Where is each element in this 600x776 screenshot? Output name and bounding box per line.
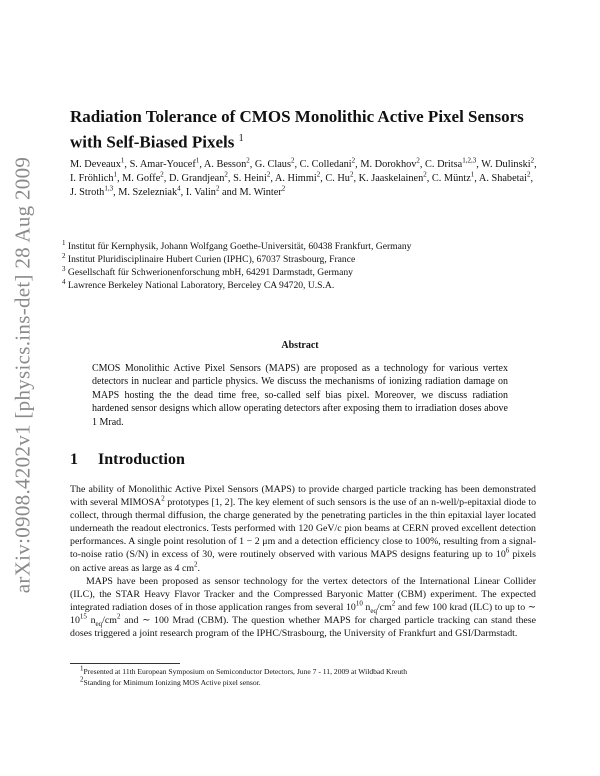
affiliation-list xyxy=(62,240,542,292)
title-line-1: Radiation Tolerance of CMOS Monolithic Active Pixel Sensors xyxy=(70,107,524,126)
author: M. Szelezniak$^4$ xyxy=(118,184,181,199)
paragraph: MAPS have been proposed as sensor technology for the vertex detectors of the International Linear Collider (ILC), the STAR Heavy Flavor Tracker and the Compressed Baryonic Matter (CBM) experiment. The expected integrated radiation doses of in those application ranges from several $10^{10}$ $n_{eq}/cm^2$ and few 100 krad (ILC) to up to ∼ $10^{15}$ $n_{eq}/cm^2$ and ∼ 100 Mrad (CBM). The question whether MAPS for charged particle tracking can stand these doses triggered a joint research program of the IPHC/Strasbourg, the University of Frankfurt and GSI/Darmstadt. xyxy=(70,575,537,640)
affiliation: $^4$ Lawrence Berkeley National Laboratory, Berceley CA 94720, U.S.A. xyxy=(62,277,335,291)
paragraph: The ability of Monolithic Active Pixel Sensors (MAPS) to provide charged particle tracking has been demonstrated with several MIMOSA$^2$ prototypes [1, 2]. The key element of such sensors is the use of an n-well/p-epitaxial diode to collect, through thermal diffusion, the charge generated by the penetrating particles in the thin epitaxial layer located underneath the readout electronics. Tests performed with 120 GeV/c pion beams at CERN proved excellent detection performances. A single point resolution of 1 − 2 μm and a detection efficiency close to 100%, resulting from a signal-to-noise ratio (S/N) in excess of 30, were routinely observed with various MAPS designs featuring up to $10^6$ pixels on active areas as large as 4 $cm^2$. xyxy=(70,484,537,574)
footnote: $^2$Standing for Minimum Ionizing MOS Active pixel sensor. xyxy=(80,675,261,687)
author: C. Dritsa$^{1,2,3}$ xyxy=(425,156,477,170)
title-line-2: with Self-Biased Pixels xyxy=(70,132,235,152)
author: A. Himmi$^2$ xyxy=(274,170,321,185)
author: D. Grandjean$^2$ xyxy=(168,170,228,185)
author: M. Winter$^2$ xyxy=(239,184,286,199)
author: C. Müntz$^1$ xyxy=(431,170,475,185)
author: S. Amar-Youcef$^1$ xyxy=(129,156,200,170)
affiliation: $^2$ Institut Pluridisciplinaire Hubert Curien (IPHC), 67037 Strasbourg, France xyxy=(62,251,356,265)
author: M. Dorokhov$^2$ xyxy=(360,156,420,170)
author: I. Valin$^2$ xyxy=(185,184,220,199)
author: I. Fröhlich$^1$ xyxy=(70,170,117,185)
author: G. Claus$^2$ xyxy=(254,156,295,170)
footnote: $^1$Presented at 11th European Symposium on Semiconductor Detectors, June 7 - 11, 2009 at Wildbad Kreuth xyxy=(80,664,408,676)
abstract-heading: Abstract xyxy=(281,340,319,351)
paper-title xyxy=(70,106,530,154)
footnotes xyxy=(80,666,540,688)
author: A. Besson$^2$ xyxy=(203,156,250,170)
author: K. Jaaskelainen$^2$ xyxy=(358,170,427,185)
section-title: Introduction xyxy=(98,451,185,468)
body-text xyxy=(70,483,536,640)
arxiv-stamp xyxy=(6,156,40,594)
author: A. Shabetai$^2$ xyxy=(478,170,531,185)
section-heading xyxy=(70,451,185,469)
author: C. Colledani$^2$ xyxy=(299,156,356,170)
author: M. Deveaux$^1$ xyxy=(70,156,125,170)
author: M. Goffe$^2$ xyxy=(122,170,164,185)
arxiv-stamp-text: arXiv:0908.4202v1 [physics.ins-det] 28 Aug 2009 xyxy=(10,156,35,594)
author: C. Hu$^2$ xyxy=(325,170,354,185)
author: S. Heini$^2$ xyxy=(233,170,271,185)
author: J. Stroth$^{1,3}$ xyxy=(70,184,114,199)
footnote-divider xyxy=(70,663,180,664)
author: W. Dulinski$^2$ xyxy=(481,156,535,170)
title-footnote-mark: 1 xyxy=(238,133,244,144)
abstract-text: CMOS Monolithic Active Pixel Sensors (MAPS) are proposed as a technology for various vertex detectors in nuclear and particle physics. We discuss the mechanisms of ionizing radiation damage on MAPS hosting the the dead time free, so-called self bias pixel. Moreover, we discuss radiation hardened sensor designs which allow operating detectors after exposing them to irradiation doses above 1 Mrad. xyxy=(92,363,508,428)
section-number: 1 xyxy=(70,451,78,468)
affiliation: $^1$ Institut für Kernphysik, Johann Wolfgang Goethe-Universität, 60438 Frankfurt, Germany xyxy=(62,238,412,252)
affiliation: $^3$ Gesellschaft für Schwerionenforschung mbH, 64291 Darmstadt, Germany xyxy=(62,264,353,278)
author-list: M. Deveaux$^1$, S. Amar-Youcef$^1$, A. Besson$^2$, G. Claus$^2$, C. Colledani$^2$, M. Dorokhov$^2$, C. Dritsa$^{1,2,3}$, W. Dulinski$^2$, I. Fröhlich$^1$, M. Goffe$^2$, D. Grandjean$^2$, S. Heini$^2$, A. Himmi$^2$, C. Hu$^2$, K. Jaaskelainen$^2$, C. Müntz$^1$, A. Shabetai$^2$, J. Stroth$^{1,3}$, M. Szelezniak$^4$, I. Valin$^2$ and M. Winter$^2$ xyxy=(70,156,537,199)
